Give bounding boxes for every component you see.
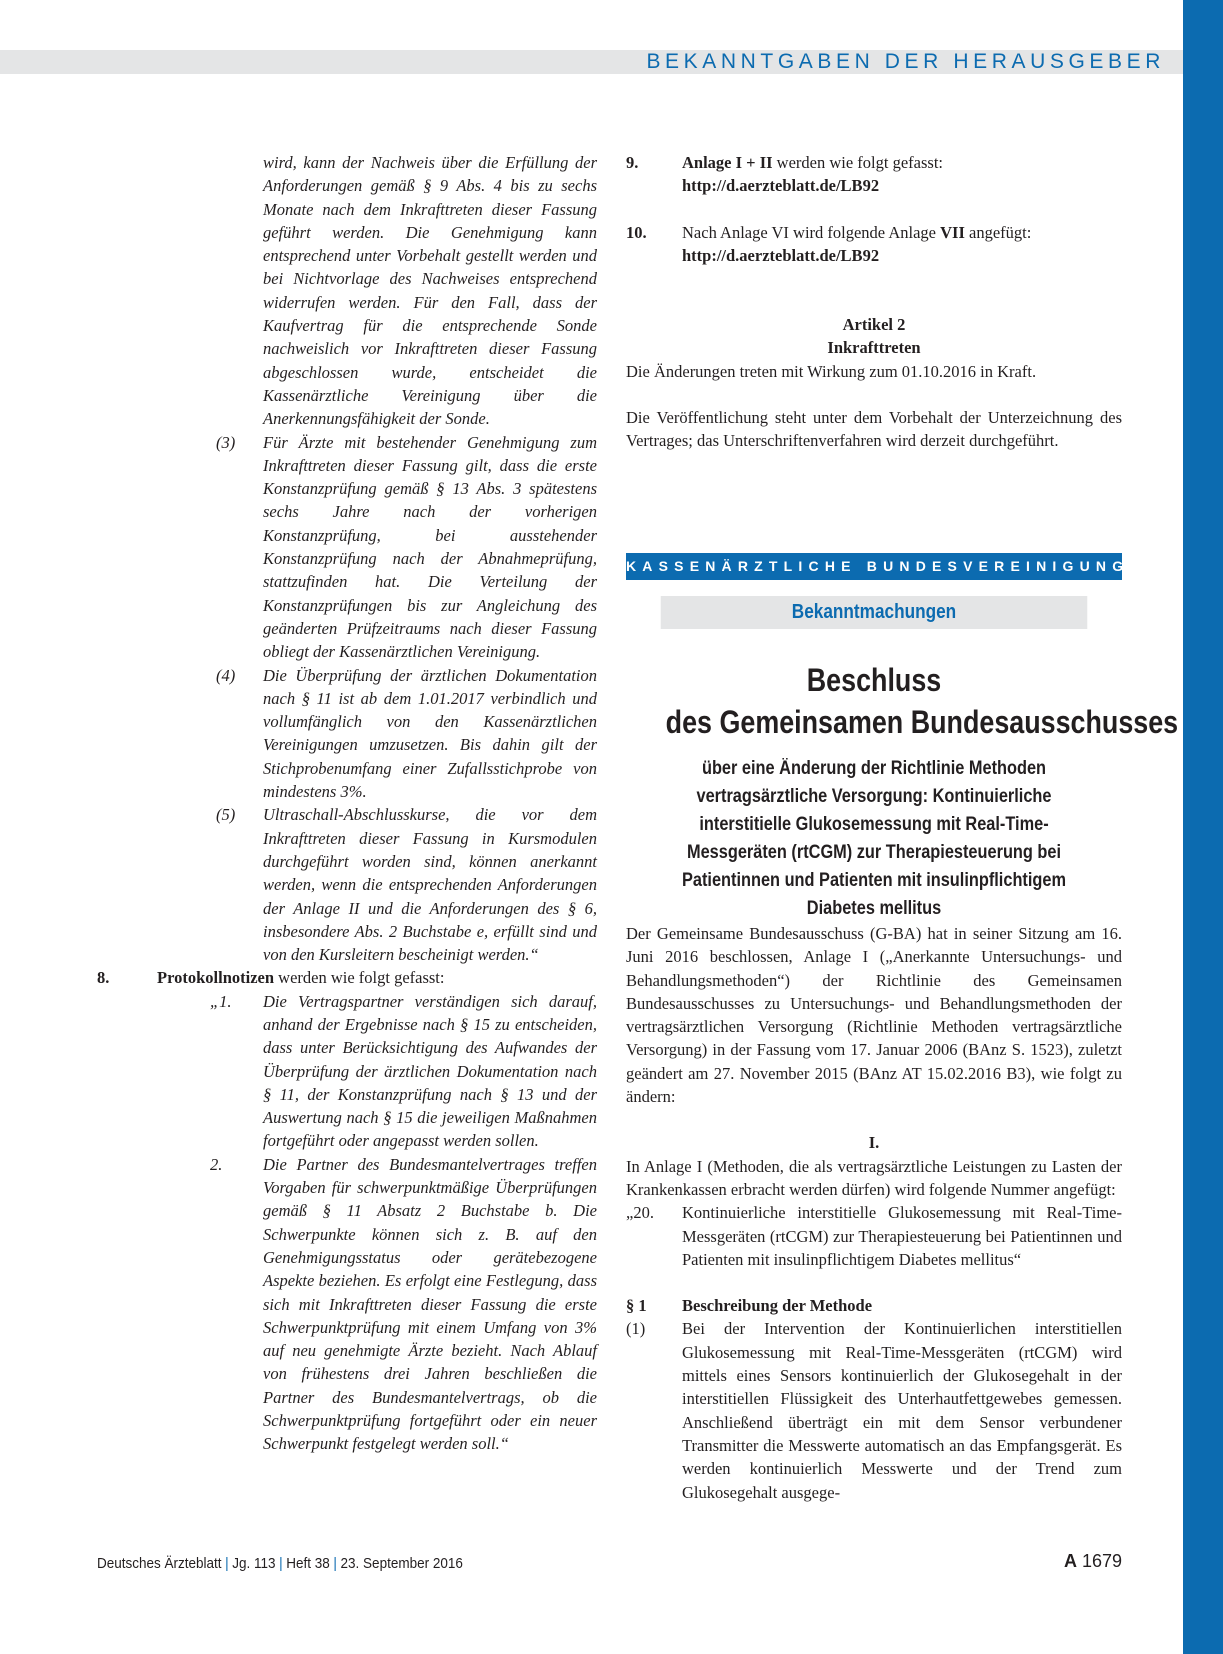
section-title: Beschreibung der Methode [682, 1296, 873, 1316]
item-text: Die Vertragspartner verständigen sich darauf, anhand der Ergebnisse nach § 15 zu entscheiden, dass unter Berücksichtigung des Aufwandes der Überprüfung der ärztlichen Dokumentation nach § 11, der Konstanzprüfung nach § 13 und der Auswertung nach § 15 die jeweiligen Maßnahmen fortgeführt oder angepasst werden sollen. [263, 991, 597, 1151]
page-prefix: A [1063, 1551, 1077, 1571]
item-number: (3) [216, 432, 236, 452]
resolution-title [626, 659, 1179, 923]
journal-name: Deutsches Ärzteblatt [97, 1555, 222, 1572]
resolution-subtitle: über eine Änderung der Richtlinie Methoden vertragsärztliche Versorgung: Kontinuierliche interstitielle Glukosemessung mit Real-Time-Messgeräten (rtCGM) zur Therapiesteuerung bei Patientinnen und Patienten mit insulinpflichtigem Diabetes mellitus [681, 758, 1067, 919]
item-text: Für Ärzte mit bestehender Genehmigung zum Inkrafttreten dieser Fassung gilt, dass die erste Konstanzprüfung gemäß § 13 Abs. 3 spätestens sechs Jahre nach der vorherigen Konstanzprüfung, bei ausstehender Konstanzprüfung nach der Abnahmeprüfung, stattzufinden hat. Die Verteilung der Konstanzprüfungen bis zur Angleichung des geänderten Prüfzeitraums nach dieser Fassung obliegt der Kassenärztlichen Vereinigung. [263, 432, 597, 662]
item-number: (4) [216, 665, 236, 685]
item-number: 9. [626, 153, 639, 172]
item-text: Die Partner des Bundesmantelvertrages treffen Vorgaben für schwerpunktmäßige Überprüfungen gemäß § 11 Absatz 2 Buchstabe b. Die Schwerpunkte können sich z. B. auf den Genehmigungsstatus oder gerätebezogene Aspekte beziehen. Es erfolgt eine Festlegung, dass sich mit Inkrafttreten dieser Fassung die erste Schwerpunktprüfung mit einem Umfang von 3% auf neu genehmigte Ärzte bezieht. Nach Ablauf von frühestens drei Jahren beschließen die Partner des Bundesmantelvertrags, ob die Schwerpunktprüfung fortgeführt oder ein neuer Schwerpunkt festgelegt werden soll.“ [263, 1154, 597, 1454]
item-number: „1. [210, 991, 232, 1011]
item-number: (5) [216, 805, 236, 825]
paragraph-number: (1) [626, 1319, 646, 1339]
item-text-pre: Nach Anlage VI wird folgende Anlage [682, 222, 941, 242]
page-number [1064, 1551, 1122, 1572]
continuation-paragraph: wird, kann der Nachweis über die Erfüllung der Anforderungen gemäß § 9 Abs. 4 bis zu sechs Monate nach dem Inkrafttreten dieser Fassung geführt werden. Die Genehmigung kann entsprechend unter Vorbehalt gestellt werden und bei Nichtvorlage des Nachweises entsprechend widerrufen werden. Für den Fall, dass der Kaufvertrag für die entsprechende Sonde nachweislich vor Inkrafttreten dieser Fassung abgeschlossen wurde, entscheidet die Kassenärztliche Vereinigung über die Anerkennungsfähigkeit der Sonde. [263, 153, 597, 429]
section-title: BEKANNTGABEN DER HERAUSGEBER [646, 50, 1165, 73]
footer [97, 1555, 463, 1572]
issue: Heft 38 [286, 1555, 330, 1572]
resolution-body [626, 922, 1122, 1504]
item-number: 8. [97, 968, 110, 988]
sidebar-accent-bar [1183, 0, 1223, 1654]
section-heading [626, 1294, 1122, 1317]
item-heading: Protokollnotizen [157, 968, 275, 988]
item-number: 2. [210, 1154, 223, 1174]
link[interactable]: http://d.aerzteblatt.de/LB92 [682, 245, 880, 265]
item-text-post: angefügt: [964, 222, 1032, 242]
list-item [97, 803, 597, 966]
item-bold: VII [940, 222, 965, 242]
article-subheading: Inkrafttreten [827, 338, 921, 358]
item-heading: Anlage I + II [682, 153, 773, 172]
title-line-1: Beschluss [806, 662, 942, 698]
anlage-paragraph: In Anlage I (Methoden, die als vertragsärztliche Leistungen zu Lasten der Krankenkassen erbracht werden dürfen) wird folgende Nummer angefügt: [626, 1156, 1122, 1199]
item-text: Kontinuierliche interstitielle Glukosemessung mit Real-Time-Messgeräten (rtCGM) zur Therapiesteuerung bei Patientinnen und Patienten mit insulinpflichtigem Diabetes mellitus“ [682, 1203, 1122, 1269]
article-text: Die Änderungen treten mit Wirkung zum 01.10.2016 in Kraft. [626, 361, 1037, 381]
protocol-note [97, 1153, 597, 1456]
left-column [97, 151, 597, 1456]
roman-heading: I. [868, 1133, 880, 1153]
announcement-label: Bekanntmachungen [661, 596, 1088, 629]
article-heading: Artikel 2 [842, 315, 906, 335]
item-heading-rest: werden wie folgt gefasst: [274, 968, 445, 988]
page-number-value: 1679 [1081, 1551, 1122, 1571]
paragraph-text: Bei der Intervention der Kontinuierlichen interstitiellen Glukosemessung mit Real-Time-Messgeräten (rtCGM) wird mittels eines Sensors kontinuierlich der Glukosegehalt in der interstitiellen Flüssigkeit des Unterhautfettgewebes gemessen. Anschließend überträgt ein mit dem Sensor verbundener Transmitter die Messwerte automatisch an das Empfangsgerät. Es werden kontinuierlich Messwerte und der Trend zum Glukosegehalt ausgege- [682, 1319, 1122, 1502]
volume: Jg. 113 [232, 1555, 276, 1572]
date: 23. September 2016 [340, 1555, 463, 1572]
item-number: „20. [626, 1203, 654, 1223]
item-text: Die Überprüfung der ärztlichen Dokumentation nach § 11 ist ab dem 1.01.2017 verbindlich und vollumfänglich von den Kassenärztlichen Vereinigungen umzusetzen. Bis dahin gilt der Stichprobenumfang einer Zufallsstichprobe von mindestens 3%. [263, 665, 597, 802]
item-20 [626, 1201, 1122, 1271]
protocol-note [97, 990, 597, 1153]
publication-note: Die Veröffentlichung steht unter dem Vorbehalt der Unterzeichnung des Vertrages; das Unterschriftenverfahren wird derzeit durchgeführt. [626, 408, 1122, 451]
separator: | [333, 1555, 337, 1572]
paragraph-1 [626, 1317, 1122, 1503]
link[interactable]: http://d.aerzteblatt.de/LB92 [682, 176, 880, 196]
item-10 [626, 221, 1122, 268]
separator: | [225, 1555, 229, 1572]
title-line-2: des Gemeinsamen Bundesausschusses [665, 704, 1179, 740]
section-number: § 1 [626, 1296, 647, 1316]
separator: | [279, 1555, 283, 1572]
item-9 [626, 151, 1122, 198]
right-column [626, 151, 1122, 453]
list-item [97, 431, 597, 664]
intro-paragraph: Der Gemeinsame Bundesausschuss (G-BA) hat in seiner Sitzung am 16. Juni 2016 beschlossen, Anlage I („Anerkannte Untersuchungs- und Behandlungsmethoden“) der Richtlinie des Gemeinsamen Bundesausschusses zu Untersuchungs- und Behandlungsmethoden der vertragsärztlichen Versorgung (Richtlinie Methoden vertragsärztliche Versorgung) in der Fassung vom 17. Januar 2006 (BAnz S. 1523), zuletzt geändert am 27. November 2015 (BAnz AT 15.02.2016 B3), wie folgt zu ändern: [626, 924, 1122, 1107]
list-item [97, 664, 597, 804]
kbv-banner: KASSENÄRZTLICHE BUNDESVEREINIGUNG [626, 553, 1122, 580]
item-number: 10. [626, 222, 647, 242]
item-heading-rest: werden wie folgt gefasst: [772, 153, 943, 172]
item-8 [97, 966, 597, 989]
item-text: Ultraschall-Abschlusskurse, die vor dem Inkrafttreten dieser Fassung in Kursmodulen durchgeführt worden sind, können anerkannt werden, wenn die entsprechenden Anforderungen der Anlage II und die Anforderungen des § 6, insbesondere Abs. 2 Buchstabe e, erfüllt sind und von den Kursleitern bescheinigt werden.“ [263, 805, 597, 965]
